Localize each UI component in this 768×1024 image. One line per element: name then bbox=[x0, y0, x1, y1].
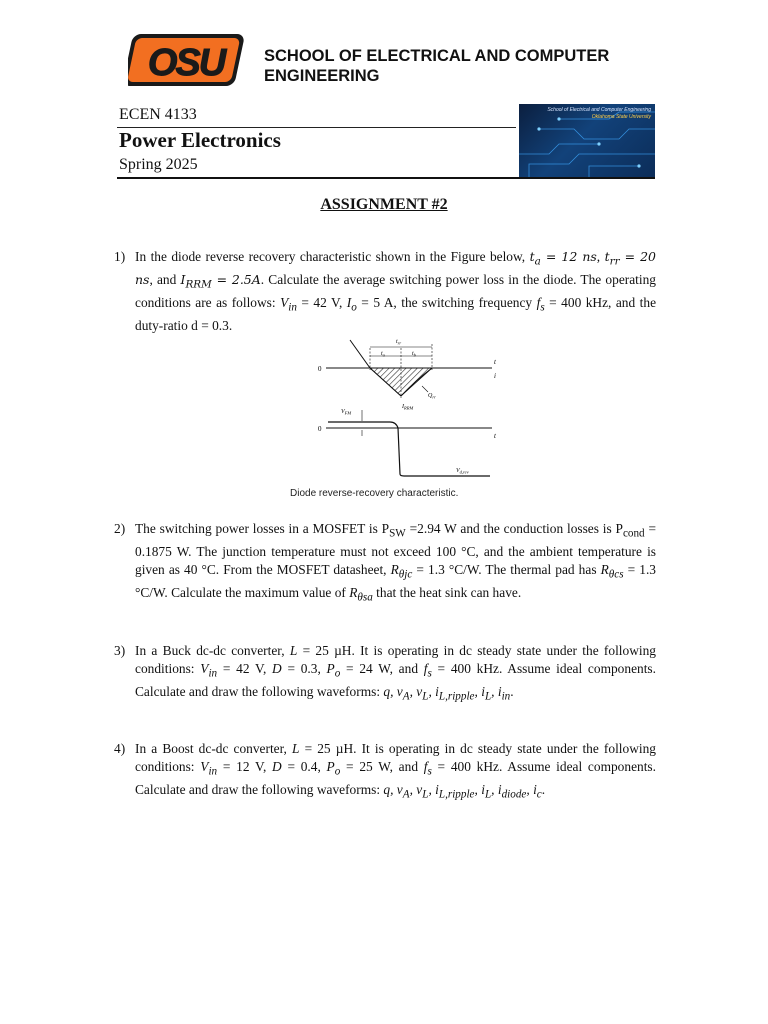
label-t-bottom: t bbox=[494, 432, 496, 440]
banner-line2: Oklahoma State University bbox=[591, 114, 651, 120]
label-vfm: $V_{FM}$ bbox=[341, 409, 352, 416]
label-tb: $t_b$ bbox=[412, 351, 416, 358]
assignment-title: ASSIGNMENT #2 bbox=[320, 196, 448, 213]
figure-caption: Diode reverse-recovery characteristic. bbox=[290, 488, 459, 499]
problem-text: In a Boost dc-dc converter, L = 25 µH. It is operating in dc steady state under the following conditions: $V_{in} = 12$ V, D = 0.4, $P_o = 25$ W, and $f_s = 400$ kHz. Assume ideal components. Calculate and draw the following waveforms: q, $v_A$, $v_L$, $i_{L,ripple}$, $i_L$, $i_{diode}$, $i_c$. bbox=[135, 741, 656, 801]
problem-number: 2) bbox=[114, 521, 126, 536]
label-zero-top: 0 bbox=[318, 365, 322, 373]
problem-number: 1) bbox=[114, 249, 126, 264]
label-zero-bottom: 0 bbox=[318, 425, 322, 433]
school-name-line2: ENGINEERING bbox=[264, 67, 380, 85]
course-term: Spring 2025 bbox=[119, 156, 198, 173]
problem-number: 4) bbox=[114, 741, 126, 756]
osu-logo bbox=[128, 30, 250, 90]
label-ta: $t_a$ bbox=[381, 351, 385, 358]
problem-3 bbox=[114, 642, 656, 706]
problem-text: In the diode reverse recovery characteristic shown in the Figure below, $t_a = 12$ ns, $t_{rr} = 20$ ns, and $I_{RRM} = 2.5A$. Calculate the average switching power loss in the diode. The operating conditions are as follows: $V_{in} = 42$ V, $I_o = 5$ A, the switching frequency $f_s = 400$ kHz, and the duty-ratio d = 0.3. bbox=[135, 249, 657, 334]
label-i: i bbox=[494, 372, 496, 380]
problem-text: The switching power losses in a MOSFET is $P_{SW} =2.94$ W and the conduction losses is $P_{cond} = 0.1875$ W. The junction temperature must not exceed 100 °C, and the ambient temperature is given as 40 °C. From the MOSFET datasheet, $R_{\theta jc} = 1.3$ °C/W. The thermal pad has $R_{\theta cs} = 1.3$ °C/W. Calculate the maximum value of $R_{\theta sa}$ that the heat sink can have. bbox=[135, 521, 656, 604]
problem-number: 3) bbox=[114, 643, 126, 658]
label-t-top: t bbox=[494, 358, 496, 366]
problem-2 bbox=[114, 520, 656, 607]
problem-text: In a Buck dc-dc converter, L = 25 µH. It is operating in dc steady state under the following conditions: $V_{in} = 42$ V, D = 0.3, $P_o = 24$ W, and $f_s = 400$ kHz. Assume ideal components. Calculate and draw the following waveforms: q, $v_A$, $v_L$, $i_{L,ripple}$, $i_L$, $i_{in}$. bbox=[135, 643, 656, 703]
voltage-waveform bbox=[328, 422, 490, 476]
school-name bbox=[264, 46, 664, 86]
course-code: ECEN 4133 bbox=[119, 106, 197, 123]
label-qrr: $Q_{rr}$ bbox=[428, 393, 436, 400]
label-trr: $t_{rr}$ bbox=[396, 339, 402, 346]
banner-line1: School of Electrical and Computer Engineering bbox=[547, 107, 651, 113]
course-title: Power Electronics bbox=[119, 128, 281, 152]
school-name-line1: SCHOOL OF ELECTRICAL AND COMPUTER bbox=[264, 47, 610, 65]
label-vdrev: $V_{d,rev}$ bbox=[456, 468, 469, 475]
school-banner-image bbox=[519, 104, 655, 177]
diode-recovery-figure bbox=[304, 334, 504, 484]
problem-1 bbox=[114, 248, 656, 335]
problem-4 bbox=[114, 740, 656, 804]
label-irrm: $I_{RRM}$ bbox=[402, 404, 414, 411]
header-rule-thick bbox=[117, 177, 655, 179]
logo-text: OSU bbox=[147, 42, 225, 84]
